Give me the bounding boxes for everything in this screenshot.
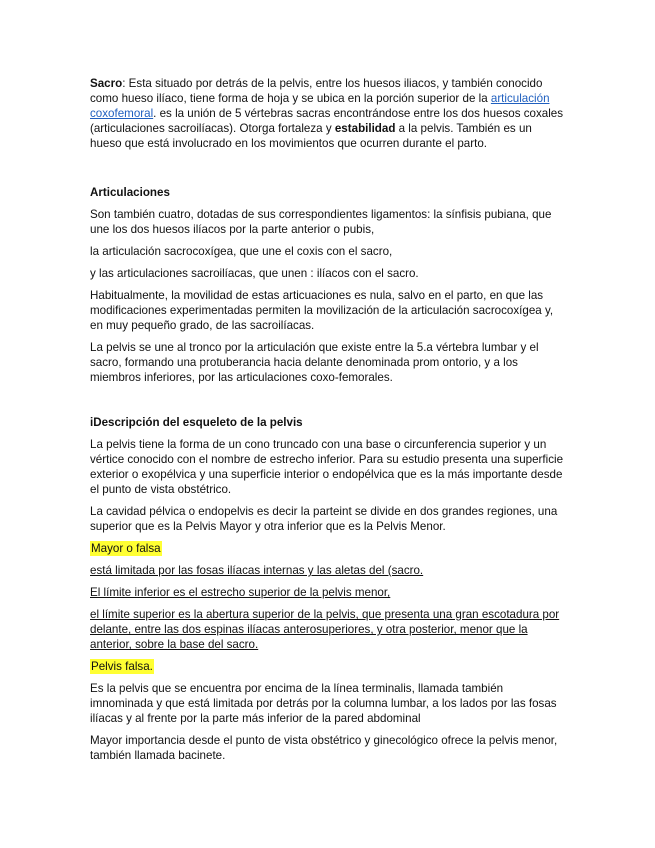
articulacion-coxofemoral-link[interactable]: articulación coxofemoral (90, 92, 550, 120)
descripcion-paragraph-4: Mayor importancia desde el punto de vista obstétrico y ginecológico ofrece la pelvis menor, también llamada bacinete. (90, 734, 558, 762)
articulaciones-paragraph-2: la articulación sacrocoxígea, que une el coxis con el sacro, (90, 245, 393, 258)
pelvis-falsa-line (90, 659, 565, 674)
descripcion-paragraph-2: La cavidad pélvica o endopelvis es decir la parteint se divide en dos grandes regiones, una superior que es la Pelvis Mayor y otra inferior que es la Pelvis Menor. (90, 505, 558, 533)
articulaciones-paragraph-5: La pelvis se une al tronco por la articulación que existe entre la 5.a vértebra lumbar y el sacro, formando una protuberancia hacia delante denominada prom ontorio, y a los miembros inferiores, por las articulaciones coxo-femorales. (90, 341, 539, 384)
document-body (90, 76, 565, 763)
underlined-paragraph-3: el límite superior es la abertura superior de la pelvis, que presenta una gran escotadura por delante, entre las dos espinas ilíacas anterosuperiores, y otra posterior, menor que la anterior, sobre la base del sacro. (90, 608, 560, 651)
descripcion-paragraph-3: Es la pelvis que se encuentra por encima de la línea terminalis, llamada también imnominada y que está limitada por detrás por la columna lumbar, a los lados por las fosas ilíacas y al frente por la parte más inferior de la pared abdominal (90, 682, 557, 725)
articulaciones-paragraph-3: y las articulaciones sacroilíacas, que unen : ilíacos con el sacro. (90, 267, 419, 280)
articulaciones-paragraph-1: Son también cuatro, dotadas de sus correspondientes ligamentos: la sínfisis pubiana, que une los dos huesos ilíacos por la parte anterior o pubis, (90, 208, 552, 236)
articulaciones-paragraph-4: Habitualmente, la movilidad de estas articuaciones es nula, salvo en el parto, en que las modificaciones experimentadas permiten la movilización de la articulación sacrocoxígea y, en muy pequeño grado, de las sacroilíacas. (90, 289, 554, 332)
descripcion-heading: iDescripción del esqueleto de la pelvis (90, 416, 303, 429)
sacro-paragraph (90, 76, 565, 151)
sacro-bold-estabilidad: estabilidad (334, 122, 396, 135)
descripcion-paragraph-1: La pelvis tiene la forma de un cono truncado con una base o circunferencia superior y un vértice conocido con el nombre de estrecho inferior. Para su estudio presenta una superficie exterior o exopélvica y una superficie interior o endopélvica que es la más importante desde el punto de vista obstétrico. (90, 438, 564, 496)
mayor-o-falsa-line (90, 541, 565, 556)
articulaciones-heading: Articulaciones (90, 186, 170, 199)
sacro-text-3: a la pelvis. También es un hueso que está involucrado en los movimientos que ocurren durante el parto. (90, 122, 532, 150)
sacro-term: Sacro (90, 77, 123, 90)
sacro-text-1: : Esta situado por detrás de la pelvis, entre los huesos iliacos, y también conocido como hueso ilíaco, tiene forma de hoja y se ubica en la porción superior de la (90, 77, 543, 105)
highlight-mayor-o-falsa: Mayor o falsa (91, 542, 161, 555)
sacro-text-2: . es la unión de 5 vértebras sacras encontrándose entre los dos huesos coxales (articulaciones sacroilíacas). Otorga fortaleza y (90, 107, 564, 135)
underlined-line-1: está limitada por las fosas ilíacas internas y las aletas del (sacro. (90, 564, 424, 577)
highlight-pelvis-falsa: Pelvis falsa. (91, 660, 153, 673)
underlined-line-2: El límite inferior es el estrecho superior de la pelvis menor, (90, 586, 391, 599)
